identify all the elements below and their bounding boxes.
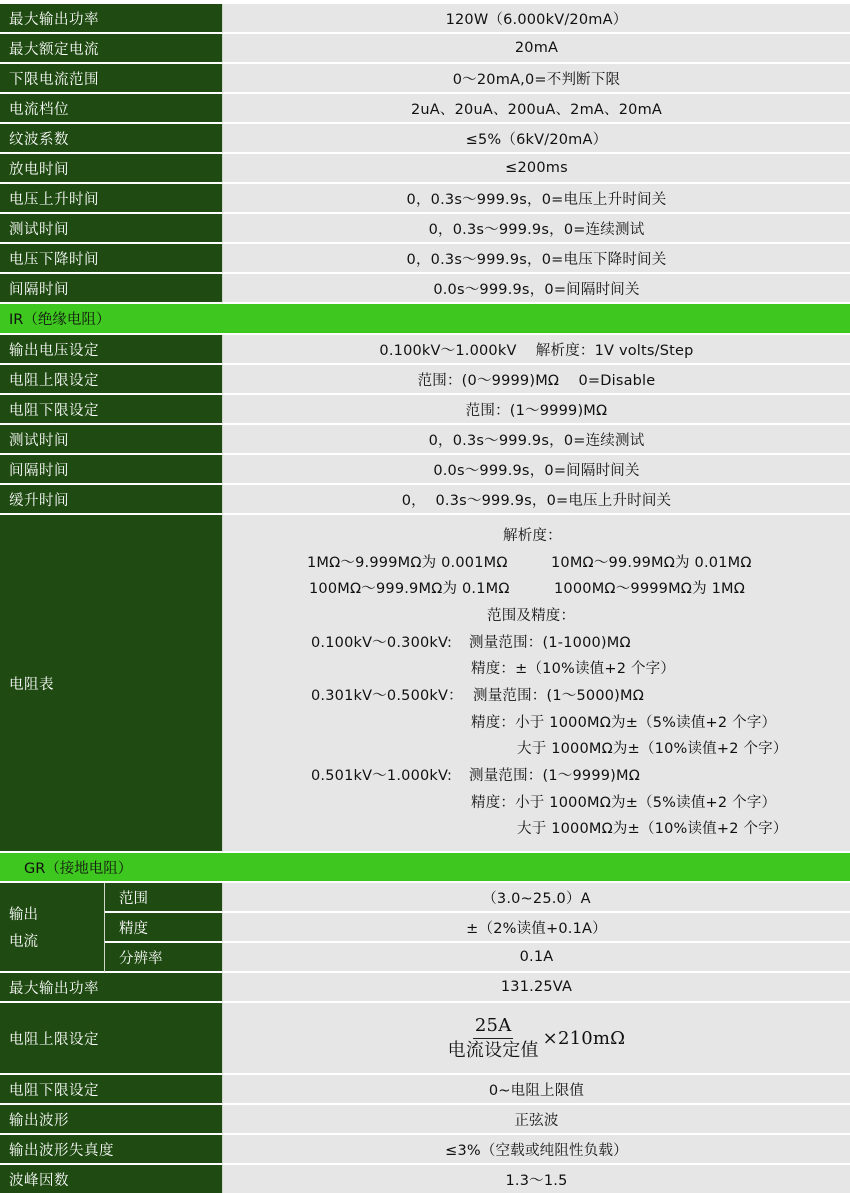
spec-label: 电压上升时间	[0, 184, 223, 214]
formula-multiplier: ×210mΩ	[542, 1027, 626, 1049]
spec-value: 0，0.3s～999.9s，0=连续测试	[223, 425, 850, 455]
spec-value: ≤3%（空载或纯阻性负载）	[223, 1135, 850, 1165]
spec-value: 范围：(1～9999)MΩ	[223, 395, 850, 425]
spec-row	[0, 973, 850, 1003]
spec-row	[0, 425, 850, 455]
spec-label: 测试时间	[0, 214, 223, 244]
spec-value: 0， 0.3s～999.9s，0=电压上升时间关	[223, 485, 850, 515]
output-current-label	[0, 883, 105, 973]
spec-label: 电阻下限设定	[0, 1075, 223, 1105]
spec-value: 0～20mA,0=不判断下限	[223, 64, 850, 94]
meter-line: 大于 1000MΩ为±（10%读值+2 个字）	[517, 821, 788, 838]
section-header-gr	[0, 853, 850, 883]
spec-value: ≤5%（6kV/20mA）	[223, 124, 850, 154]
spec-row	[0, 4, 850, 34]
spec-value: 0，0.3s～999.9s，0=电压上升时间关	[223, 184, 850, 214]
spec-row	[105, 913, 850, 943]
spec-row	[0, 485, 850, 515]
spec-row	[0, 34, 850, 64]
spec-value: 1.3～1.5	[223, 1165, 850, 1193]
group-label-line: 电流	[9, 934, 38, 950]
spec-label: 输出电压设定	[0, 335, 223, 365]
spec-label: 电流档位	[0, 94, 223, 124]
meter-line: 0.301kV～0.500kV：	[311, 688, 463, 704]
spec-value: 120W（6.000kV/20mA）	[223, 4, 850, 34]
spec-row	[0, 1165, 850, 1193]
formula	[448, 1016, 626, 1061]
spec-row	[0, 64, 850, 94]
spec-label: 放电时间	[0, 154, 223, 184]
output-current-group	[0, 883, 850, 973]
meter-row	[0, 515, 850, 853]
spec-label: 分辨率	[105, 943, 223, 973]
spec-value: 正弦波	[223, 1105, 850, 1135]
spec-label: 缓升时间	[0, 485, 223, 515]
meter-line: 100MΩ～999.9MΩ为 0.1MΩ	[309, 581, 510, 598]
spec-label: 最大输出功率	[0, 973, 223, 1003]
meter-line: 0.100kV～0.300kV:	[311, 634, 453, 651]
spec-label: 电阻上限设定	[0, 365, 223, 395]
spec-label: 电阻表	[0, 515, 223, 853]
meter-line: 测量范围：(1～5000)MΩ	[473, 688, 645, 704]
spec-label: 间隔时间	[0, 455, 223, 485]
spec-row	[105, 883, 850, 913]
spec-row	[0, 214, 850, 244]
spec-label: 波峰因数	[0, 1165, 223, 1193]
meter-line: 精度：小于 1000MΩ为±（5%读值+2 个字）	[471, 714, 777, 731]
spec-row	[0, 365, 850, 395]
spec-row	[0, 455, 850, 485]
meter-line: 测量范围：(1-1000)MΩ	[469, 634, 631, 651]
meter-line: 10MΩ～99.99MΩ为 0.01MΩ	[551, 554, 752, 571]
spec-label: 间隔时间	[0, 274, 223, 304]
spec-row	[0, 1075, 850, 1105]
spec-label: 最大额定电流	[0, 34, 223, 64]
spec-row	[0, 124, 850, 154]
spec-label: 最大输出功率	[0, 4, 223, 34]
spec-row	[0, 274, 850, 304]
meter-details	[223, 515, 850, 853]
meter-line: 范围及精度：	[487, 607, 576, 624]
spec-value: 0.1A	[223, 943, 850, 973]
spec-value: 0.100kV～1.000kV 解析度：1V volts/Step	[223, 335, 850, 365]
spec-value: 0.0s～999.9s，0=间隔时间关	[223, 455, 850, 485]
spec-label: 测试时间	[0, 425, 223, 455]
spec-label: 电压下降时间	[0, 244, 223, 274]
spec-row	[0, 1003, 850, 1075]
section-title: GR（接地电阻）	[24, 860, 133, 877]
spec-row	[0, 244, 850, 274]
spec-value: 0~电阻上限值	[223, 1075, 850, 1105]
spec-row	[0, 154, 850, 184]
meter-line: 1000MΩ～9999MΩ为 1MΩ	[554, 581, 746, 598]
section-header-ir	[0, 304, 850, 335]
spec-value: 0，0.3s～999.9s，0=连续测试	[223, 214, 850, 244]
meter-line: 测量范围：(1～9999)MΩ	[469, 768, 641, 785]
spec-row	[0, 335, 850, 365]
spec-label: 电阻下限设定	[0, 395, 223, 425]
section-title: IR（绝缘电阻）	[9, 312, 111, 328]
group-label-line: 输出	[9, 907, 38, 923]
meter-line: 精度：±（10%读值+2 个字）	[471, 661, 676, 678]
spec-row	[0, 395, 850, 425]
spec-value: ±（2%读值+0.1A）	[223, 913, 850, 943]
spec-value: 2uA、20uA、200uA、2mA、20mA	[223, 94, 850, 124]
spec-value: 131.25VA	[223, 973, 850, 1003]
spec-row	[0, 1135, 850, 1165]
spec-value: 范围：(0～9999)MΩ 0=Disable	[223, 365, 850, 395]
formula-denominator: 电流设定值	[447, 1039, 539, 1061]
meter-line: 1MΩ～9.999MΩ为 0.001MΩ	[307, 554, 508, 571]
spec-label: 输出波形	[0, 1105, 223, 1135]
spec-row	[0, 94, 850, 124]
meter-line: 解析度：	[503, 527, 562, 544]
spec-value: 20mA	[223, 34, 850, 64]
meter-line: 精度：小于 1000MΩ为±（5%读值+2 个字）	[471, 794, 777, 811]
spec-row	[0, 1105, 850, 1135]
spec-label: 电阻上限设定	[0, 1003, 223, 1075]
meter-line: 0.501kV～1.000kV:	[311, 768, 453, 785]
spec-label: 下限电流范围	[0, 64, 223, 94]
spec-value: ≤200ms	[223, 154, 850, 184]
spec-label: 输出波形失真度	[0, 1135, 223, 1165]
meter-line: 大于 1000MΩ为±（10%读值+2 个字）	[517, 741, 788, 758]
spec-row	[0, 184, 850, 214]
formula-numerator: 25A	[473, 1016, 514, 1039]
spec-value: （3.0~25.0）A	[223, 883, 850, 913]
spec-label: 纹波系数	[0, 124, 223, 154]
spec-label: 范围	[105, 883, 223, 913]
spec-value: 0，0.3s～999.9s，0=电压下降时间关	[223, 244, 850, 274]
spec-row	[105, 943, 850, 973]
spec-value: 0.0s～999.9s，0=间隔时间关	[223, 274, 850, 304]
upper-limit-formula	[223, 1003, 850, 1075]
spec-label: 精度	[105, 913, 223, 943]
